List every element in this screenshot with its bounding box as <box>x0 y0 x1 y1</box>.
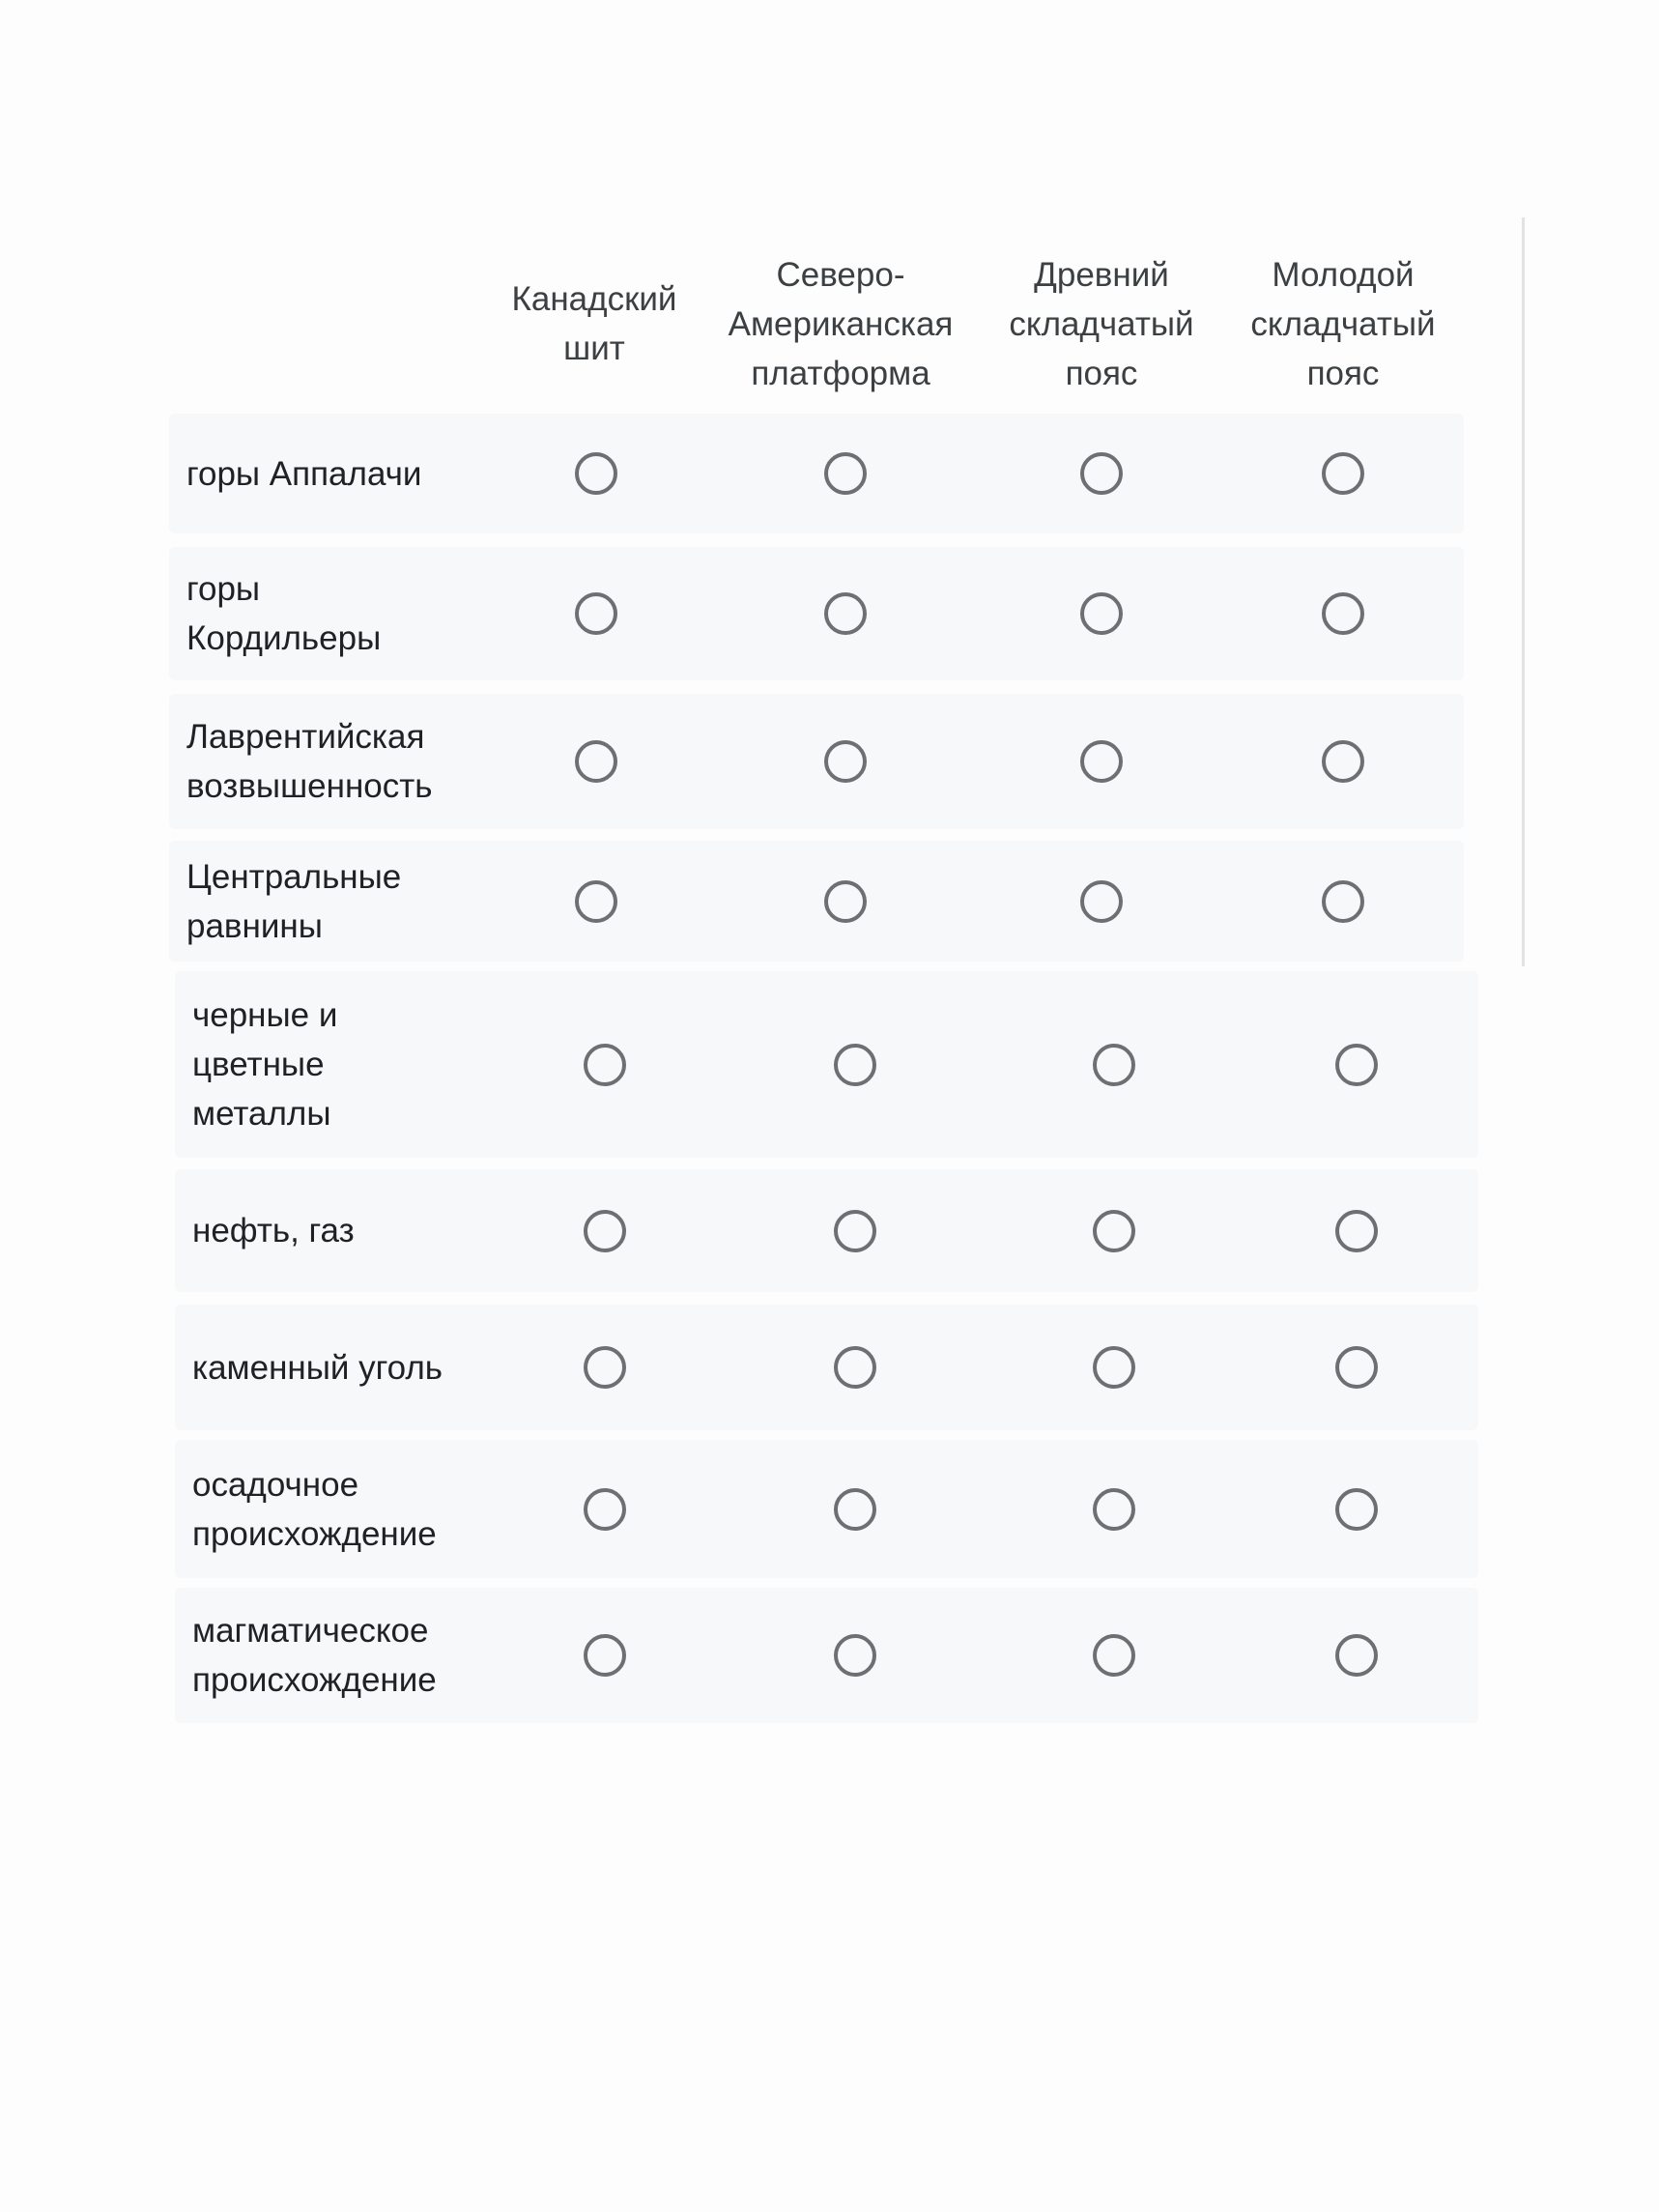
grid-row <box>175 971 1478 1158</box>
radio-option[interactable] <box>575 740 617 783</box>
radio-option[interactable] <box>575 452 617 495</box>
scrollbar[interactable] <box>1522 217 1525 966</box>
radio-option[interactable] <box>1322 880 1364 923</box>
radio-option[interactable] <box>1335 1044 1378 1086</box>
column-header-young-fold-belt: Молодой складчатый пояс <box>1250 255 1436 392</box>
grid-row <box>175 1588 1478 1723</box>
row-label: магматическое происхождение <box>192 1612 437 1699</box>
grid-row <box>169 547 1464 680</box>
row-label: осадочное происхождение <box>192 1465 437 1553</box>
radio-option[interactable] <box>834 1210 876 1252</box>
grid-row <box>169 694 1464 829</box>
radio-option[interactable] <box>824 592 867 635</box>
radio-option[interactable] <box>1335 1346 1378 1389</box>
radio-option[interactable] <box>584 1634 626 1677</box>
radio-option[interactable] <box>584 1488 626 1531</box>
radio-option[interactable] <box>1080 740 1123 783</box>
grid-row <box>175 1305 1478 1430</box>
row-label: Центральные равнины <box>186 857 402 945</box>
grid-row <box>175 1169 1478 1292</box>
radio-option[interactable] <box>1335 1488 1378 1531</box>
radio-option[interactable] <box>1093 1346 1135 1389</box>
column-header-na-platform: Северо- Американская платформа <box>728 255 954 392</box>
radio-option[interactable] <box>834 1346 876 1389</box>
radio-option[interactable] <box>1335 1634 1378 1677</box>
radio-option[interactable] <box>834 1044 876 1086</box>
radio-option[interactable] <box>584 1210 626 1252</box>
radio-option[interactable] <box>824 880 867 923</box>
radio-option[interactable] <box>1093 1210 1135 1252</box>
radio-option[interactable] <box>1335 1210 1378 1252</box>
row-label: каменный уголь <box>192 1348 443 1387</box>
column-header-canadian-shield: Канадский шит <box>511 280 677 367</box>
row-label: нефть, газ <box>192 1212 355 1250</box>
radio-option[interactable] <box>834 1634 876 1677</box>
radio-option[interactable] <box>1093 1488 1135 1531</box>
radio-option[interactable] <box>584 1346 626 1389</box>
row-label: черные и цветные металлы <box>192 996 338 1133</box>
row-label: горы Кордильеры <box>186 570 382 657</box>
radio-option[interactable] <box>834 1488 876 1531</box>
radio-option[interactable] <box>1080 880 1123 923</box>
row-label: горы Аппалачи <box>186 454 422 493</box>
radio-option[interactable] <box>824 740 867 783</box>
grid-row <box>169 414 1464 533</box>
radio-option[interactable] <box>584 1044 626 1086</box>
radio-option[interactable] <box>1322 592 1364 635</box>
radio-option[interactable] <box>1080 452 1123 495</box>
radio-option[interactable] <box>575 880 617 923</box>
radio-option[interactable] <box>824 452 867 495</box>
radio-option[interactable] <box>1093 1634 1135 1677</box>
radio-option[interactable] <box>1322 452 1364 495</box>
radio-option[interactable] <box>1322 740 1364 783</box>
radio-option[interactable] <box>575 592 617 635</box>
column-header-ancient-fold-belt: Древний складчатый пояс <box>1009 255 1194 392</box>
radio-option[interactable] <box>1093 1044 1135 1086</box>
radio-option[interactable] <box>1080 592 1123 635</box>
grid-row <box>175 1440 1478 1578</box>
grid-row <box>169 841 1464 962</box>
row-label: Лаврентийская возвышенность <box>186 718 433 805</box>
